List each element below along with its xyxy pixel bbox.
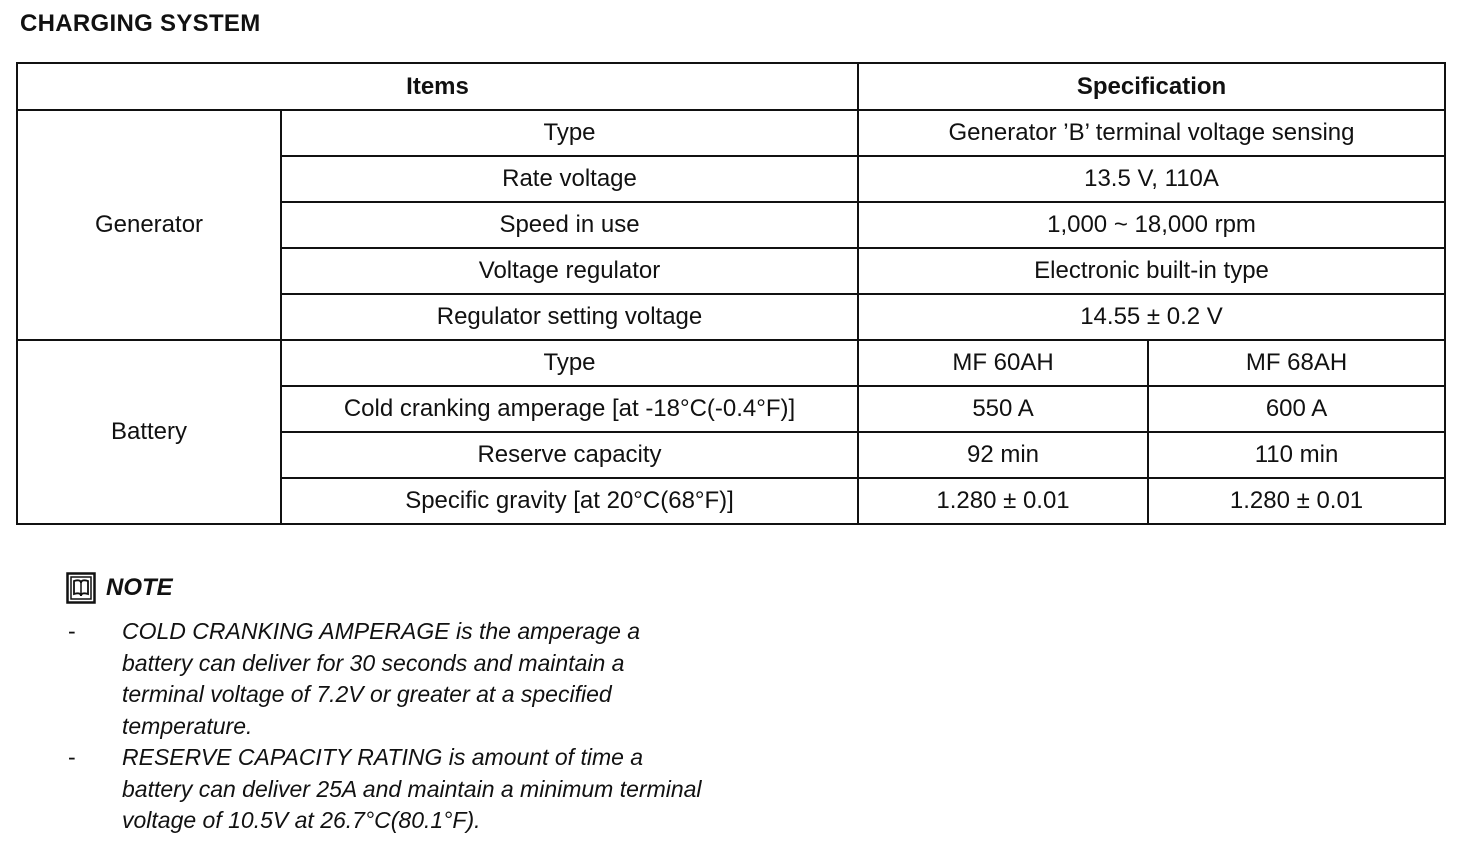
- spec-cell: Electronic built-in type: [858, 248, 1445, 294]
- spec-cell-68ah: 600 A: [1148, 386, 1445, 432]
- note-text: COLD CRANKING AMPERAGE is the amperage a battery can deliver for 30 seconds and maintain a terminal voltage of 7.2V or greater at a specified temperature.: [122, 618, 641, 739]
- items-header: Items: [17, 63, 858, 110]
- item-cell: Reserve capacity: [281, 432, 858, 478]
- item-cell: Type: [281, 110, 858, 156]
- specification-header: Specification: [858, 63, 1445, 110]
- item-cell: Voltage regulator: [281, 248, 858, 294]
- note-text: RESERVE CAPACITY RATING is amount of time a battery can deliver 25A and maintain a minimum terminal voltage of 10.5V at 26.7°C(80.1°F).: [122, 744, 702, 833]
- note-section: [66, 572, 726, 837]
- spec-cell-60ah: MF 60AH: [858, 340, 1148, 386]
- note-bullet: -: [68, 618, 76, 644]
- item-cell: Type: [281, 340, 858, 386]
- spec-cell-60ah: 550 A: [858, 386, 1148, 432]
- spec-cell-60ah: 92 min: [858, 432, 1148, 478]
- spec-cell: 14.55 ± 0.2 V: [858, 294, 1445, 340]
- table-row: [17, 110, 1445, 156]
- spec-cell: 1,000 ~ 18,000 rpm: [858, 202, 1445, 248]
- table-header-row: [17, 63, 1445, 110]
- spec-cell: 13.5 V, 110A: [858, 156, 1445, 202]
- note-title: NOTE: [106, 574, 173, 601]
- note-item: [66, 616, 726, 742]
- item-cell: Rate voltage: [281, 156, 858, 202]
- battery-group-label: Battery: [17, 340, 281, 524]
- spec-cell: Generator ’B’ terminal voltage sensing: [858, 110, 1445, 156]
- spec-cell-60ah: 1.280 ± 0.01: [858, 478, 1148, 524]
- table-row: [17, 340, 1445, 386]
- spec-cell-68ah: MF 68AH: [1148, 340, 1445, 386]
- charging-spec-table: [16, 62, 1446, 525]
- item-cell: Cold cranking amperage [at -18°C(-0.4°F)]: [281, 386, 858, 432]
- note-header: [66, 572, 726, 604]
- generator-group-label: Generator: [17, 110, 281, 340]
- item-cell: Speed in use: [281, 202, 858, 248]
- note-item: [66, 742, 726, 837]
- book-icon: [66, 572, 96, 604]
- page-title: CHARGING SYSTEM: [20, 10, 261, 37]
- spec-cell-68ah: 110 min: [1148, 432, 1445, 478]
- spec-cell-68ah: 1.280 ± 0.01: [1148, 478, 1445, 524]
- item-cell: Specific gravity [at 20°C(68°F)]: [281, 478, 858, 524]
- note-bullet: -: [68, 744, 76, 770]
- item-cell: Regulator setting voltage: [281, 294, 858, 340]
